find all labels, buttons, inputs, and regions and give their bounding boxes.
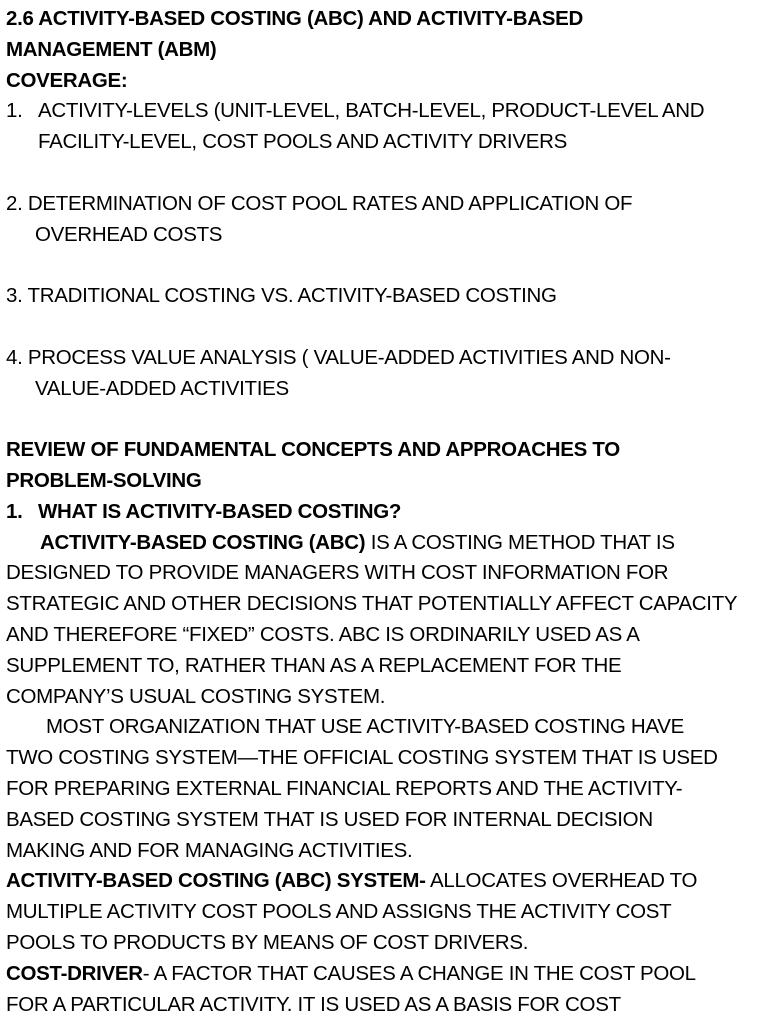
- cost-driver-term: COST-DRIVER: [6, 961, 143, 985]
- most-paragraph-line-2: TWO COSTING SYSTEM—THE OFFICIAL COSTING SYSTEM THAT IS USED: [6, 746, 718, 770]
- review-heading-line-1: REVIEW OF FUNDAMENTAL CONCEPTS AND APPROACHES TO: [6, 438, 620, 462]
- cost-driver-definition-line-1: [6, 959, 764, 990]
- document-title-line-2: MANAGEMENT (ABM): [6, 37, 217, 61]
- most-paragraph-line-5: MAKING AND FOR MANAGING ACTIVITIES.: [6, 838, 413, 862]
- coverage-item-1: [6, 96, 764, 127]
- coverage-item-4-continuation: VALUE-ADDED ACTIVITIES: [35, 376, 289, 400]
- coverage-item-1-continuation: FACILITY-LEVEL, COST POOLS AND ACTIVITY DRIVERS: [38, 130, 567, 154]
- abc-system-definition-text: ALLOCATES OVERHEAD TO: [425, 869, 698, 893]
- review-heading-line-2: PROBLEM-SOLVING: [6, 468, 202, 492]
- coverage-item-3: 3. TRADITIONAL COSTING VS. ACTIVITY-BASED COSTING: [6, 284, 557, 308]
- most-paragraph-line-4: BASED COSTING SYSTEM THAT IS USED FOR INTERNAL DECISION: [6, 807, 653, 831]
- coverage-item-2-continuation: OVERHEAD COSTS: [35, 222, 223, 246]
- abc-paragraph-line-3: STRATEGIC AND OTHER DECISIONS THAT POTENTIALLY AFFECT CAPACITY: [6, 592, 738, 616]
- abc-term: ACTIVITY-BASED COSTING (ABC): [40, 530, 366, 554]
- question-1-text: WHAT IS ACTIVITY-BASED COSTING?: [38, 499, 402, 523]
- spacer: [6, 250, 764, 281]
- abc-system-definition-line-1: [6, 866, 764, 897]
- coverage-item-1-text: ACTIVITY-LEVELS (UNIT-LEVEL, BATCH-LEVEL, PRODUCT-LEVEL AND: [38, 99, 705, 123]
- coverage-item-4: 4. PROCESS VALUE ANALYSIS ( VALUE-ADDED ACTIVITIES AND NON-: [6, 345, 671, 369]
- most-paragraph-line-1: MOST ORGANIZATION THAT USE ACTIVITY-BASED COSTING HAVE: [46, 715, 685, 739]
- document-page: [6, 4, 764, 1020]
- question-1: [6, 497, 764, 528]
- abc-paragraph-line-2: DESIGNED TO PROVIDE MANAGERS WITH COST INFORMATION FOR: [6, 561, 669, 585]
- cost-driver-definition-line-2: FOR A PARTICULAR ACTIVITY. IT IS USED AS A BASIS FOR COST: [6, 992, 621, 1016]
- cost-driver-definition-text: - A FACTOR THAT CAUSES A CHANGE IN THE COST POOL: [142, 961, 696, 985]
- coverage-item-1-number: 1.: [6, 99, 23, 123]
- spacer: [6, 158, 764, 189]
- spacer: [6, 404, 764, 435]
- coverage-label: COVERAGE:: [6, 68, 128, 92]
- abc-system-definition-line-3: POOLS TO PRODUCTS BY MEANS OF COST DRIVERS.: [6, 930, 529, 954]
- coverage-item-2: 2. DETERMINATION OF COST POOL RATES AND APPLICATION OF: [6, 191, 633, 215]
- abc-paragraph-line-4: AND THEREFORE “FIXED” COSTS. ABC IS ORDINARILY USED AS A: [6, 622, 640, 646]
- question-1-number: 1.: [6, 499, 23, 523]
- abc-system-term: ACTIVITY-BASED COSTING (ABC) SYSTEM-: [6, 869, 426, 893]
- abc-paragraph-line-6: COMPANY’S USUAL COSTING SYSTEM.: [6, 684, 386, 708]
- abc-paragraph-line-1-text: IS A COSTING METHOD THAT IS: [365, 530, 675, 554]
- abc-system-definition-line-2: MULTIPLE ACTIVITY COST POOLS AND ASSIGNS THE ACTIVITY COST: [6, 900, 672, 924]
- abc-paragraph-line-5: SUPPLEMENT TO, RATHER THAN AS A REPLACEMENT FOR THE: [6, 653, 622, 677]
- abc-paragraph-line-1: [6, 528, 764, 559]
- most-paragraph-line-3: FOR PREPARING EXTERNAL FINANCIAL REPORTS AND THE ACTIVITY-: [6, 776, 683, 800]
- document-title-line-1: 2.6 ACTIVITY-BASED COSTING (ABC) AND ACTIVITY-BASED: [6, 7, 583, 30]
- spacer: [6, 312, 764, 343]
